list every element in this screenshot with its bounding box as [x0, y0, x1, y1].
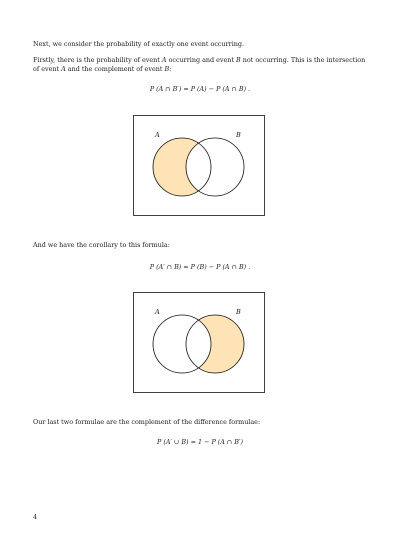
venn-diagram-b-only	[133, 292, 265, 393]
label-b: B	[236, 131, 241, 139]
page-number: 4	[33, 513, 38, 521]
label-b: B	[236, 308, 241, 316]
paragraph-first: Firstly, there is the probability of event A occurring and event B not occurring. This is the intersection of event A and the complement of event B:	[33, 56, 366, 74]
equation-3: P (A′ ∪ B) = 1 − P (A ∩ B′)	[157, 438, 243, 446]
paragraph-corollary: And we have the corollary to this formula:	[33, 241, 170, 249]
venn-diagram-a-only	[133, 115, 265, 216]
paragraph-intro: Next, we consider the probability of exactly one event occurring.	[33, 40, 244, 48]
equation-1: P (A ∩ B′) = P (A) − P (A ∩ B) .	[149, 85, 251, 93]
label-a: A	[155, 131, 160, 139]
label-a: A	[155, 308, 160, 316]
paragraph-last-formulae: Our last two formulae are the complement of the difference formulae:	[33, 418, 261, 426]
equation-2: P (A′ ∩ B) = P (B) − P (A ∩ B) .	[149, 263, 251, 271]
